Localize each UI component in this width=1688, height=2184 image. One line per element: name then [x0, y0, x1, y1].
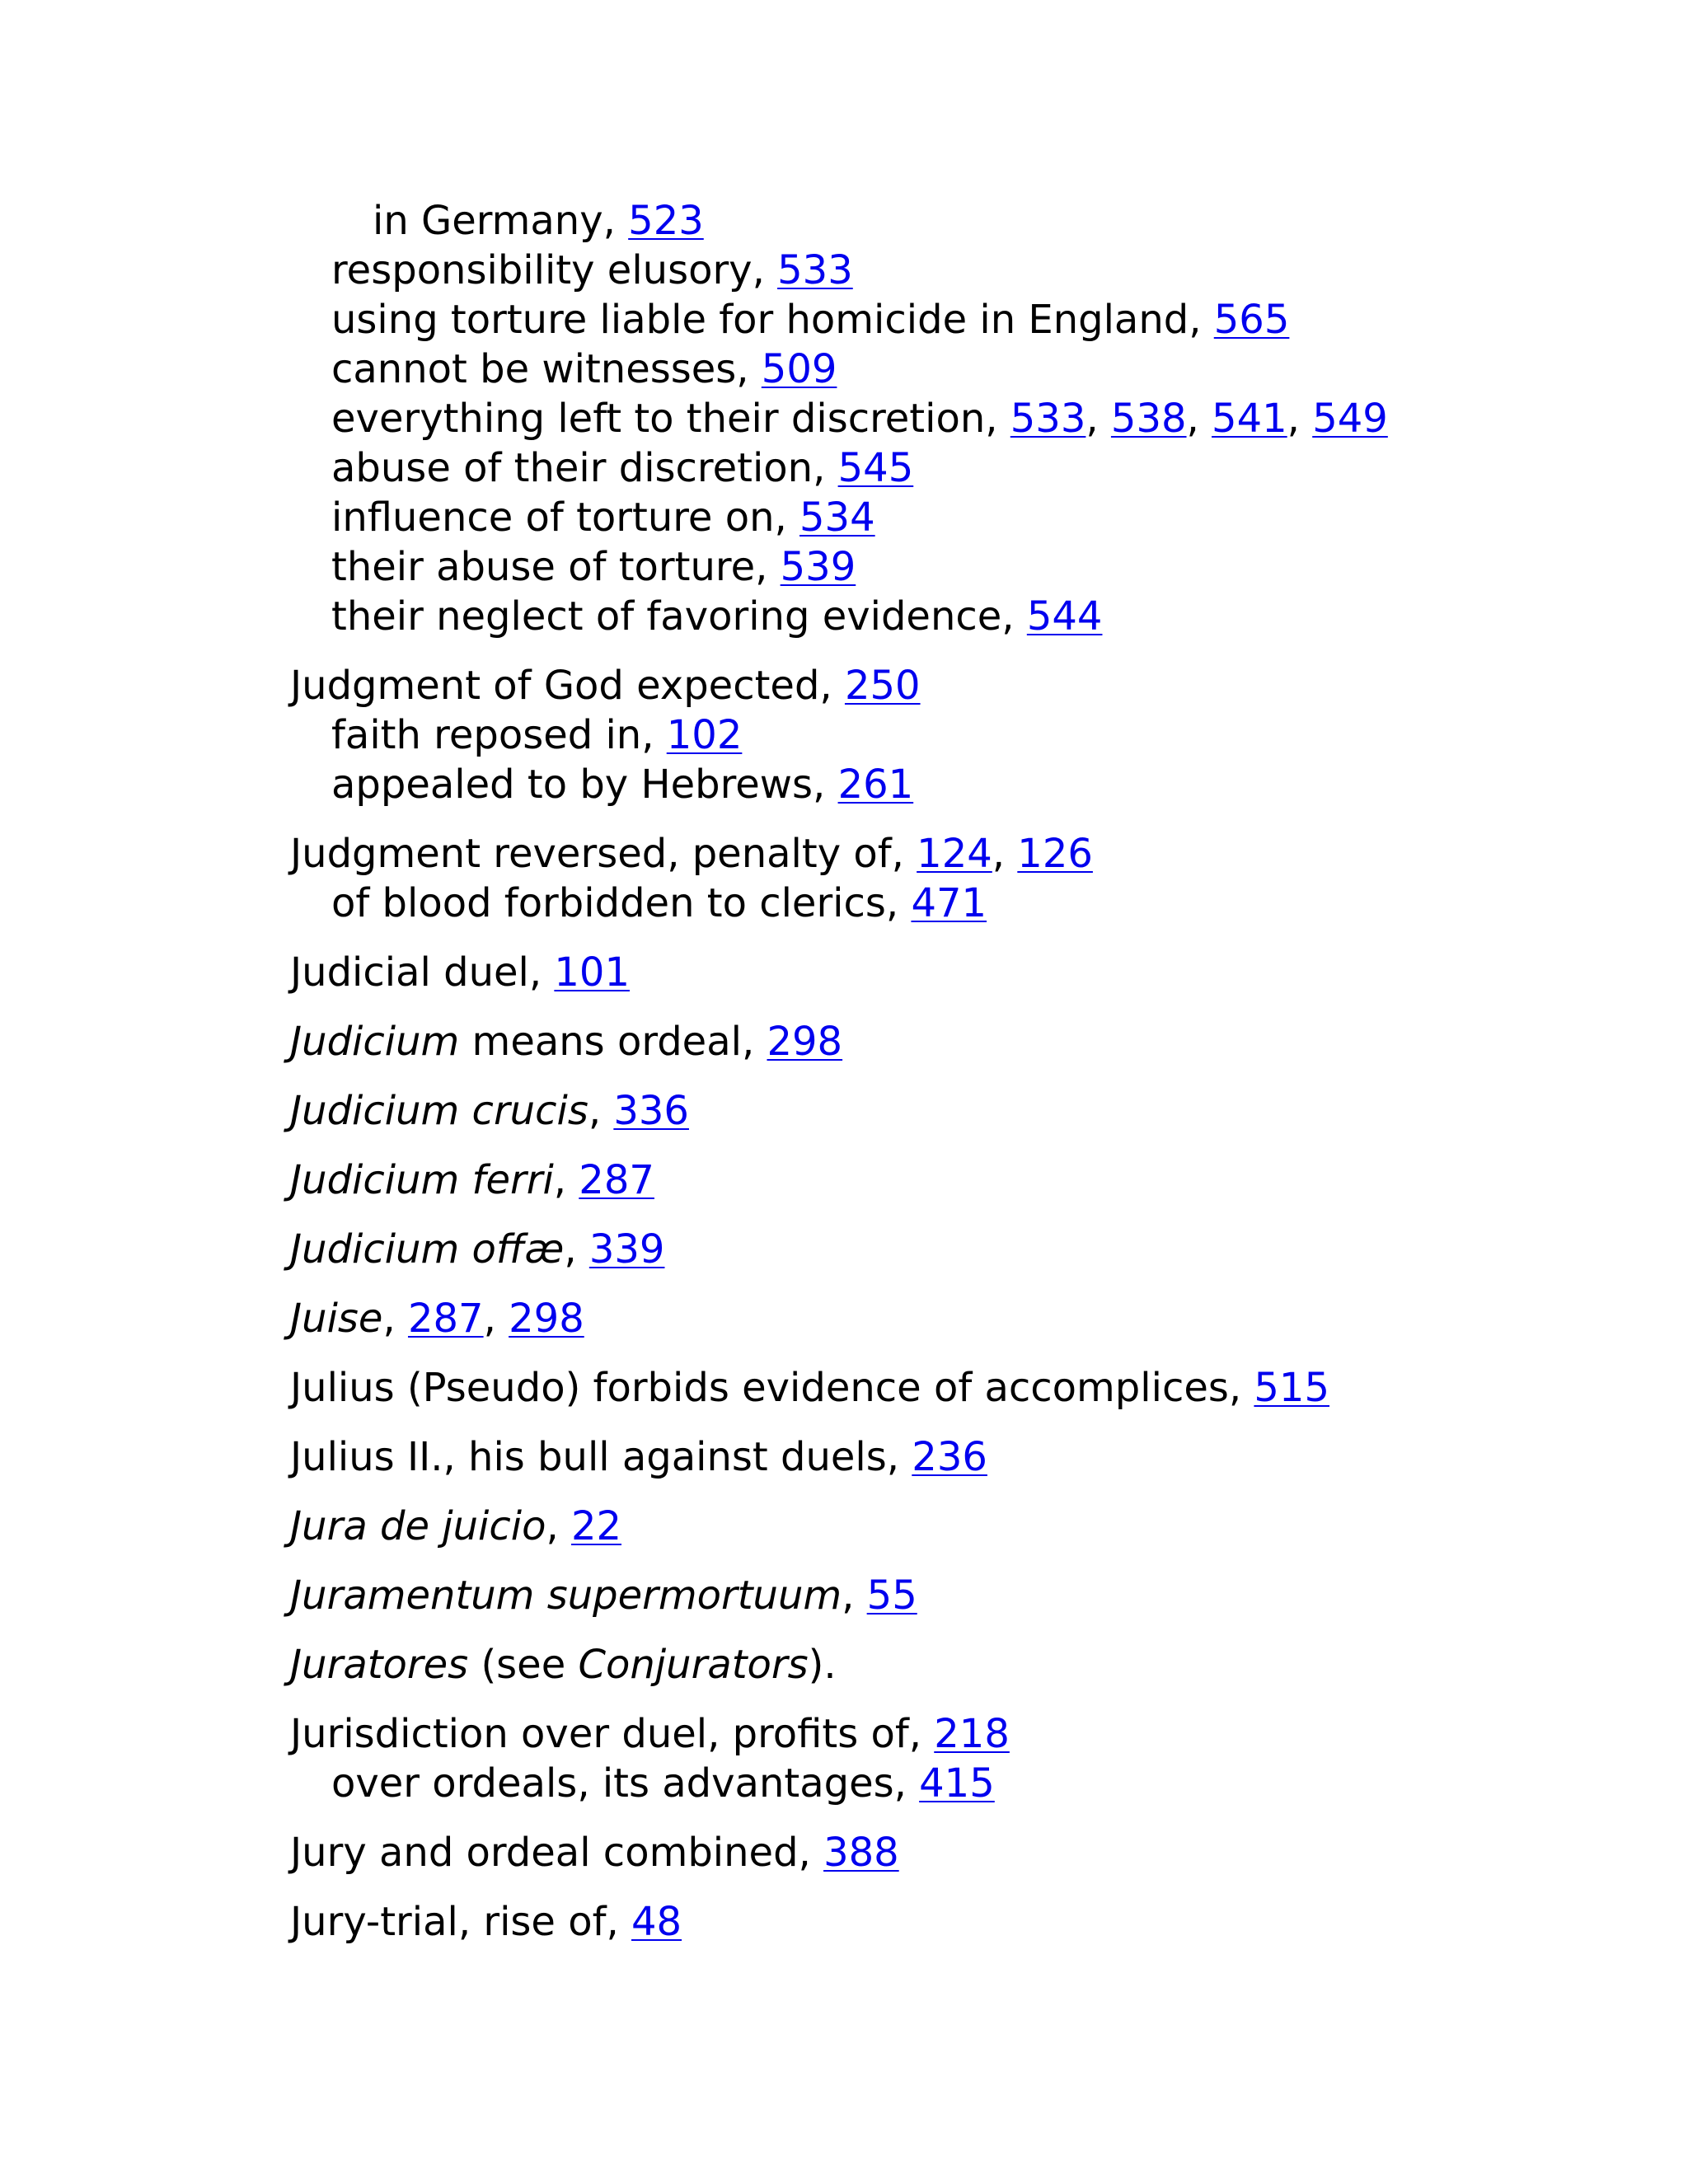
entry-term-italic: Juramentum supermortuum [290, 1572, 842, 1619]
index-entry-group [290, 829, 1642, 928]
index-entry [290, 1828, 1642, 1877]
page-link[interactable]: 218 [934, 1711, 1010, 1757]
index-entry-group [290, 1709, 1642, 1808]
entry-text: (see [468, 1642, 579, 1688]
page-link[interactable]: 250 [844, 663, 921, 709]
entry-text: in Germany, [373, 198, 629, 244]
page-link[interactable]: 261 [837, 762, 914, 808]
entry-text: appealed to by Hebrews, [331, 762, 838, 808]
entry-term-italic: Juise [290, 1296, 383, 1342]
entry-text: , [564, 1226, 589, 1272]
index-entry [290, 1155, 1642, 1205]
page-link[interactable]: 287 [407, 1296, 484, 1342]
index-entry-group [290, 196, 1642, 641]
index-subentry [290, 1759, 1642, 1808]
index-entry-group [290, 948, 1642, 997]
index-entry [290, 1086, 1642, 1136]
index-entry [290, 1640, 1642, 1690]
entry-text: Julius (Pseudo) forbids evidence of accomplices, [290, 1365, 1254, 1411]
entry-text: , [546, 1503, 571, 1549]
entry-text: Jurisdiction over duel, profits of, [290, 1711, 935, 1757]
index-subentry [290, 196, 1642, 246]
entry-text: influence of torture on, [331, 494, 800, 541]
page-link[interactable]: 565 [1213, 297, 1290, 343]
entry-text: ). [808, 1642, 837, 1688]
page-link[interactable]: 539 [780, 544, 856, 590]
entry-text: , [842, 1572, 867, 1619]
entry-text: their neglect of favoring evidence, [331, 593, 1027, 640]
index-subentry [290, 493, 1642, 542]
index-entry [290, 1017, 1642, 1066]
page-link[interactable]: 541 [1212, 396, 1287, 442]
page-link[interactable]: 523 [628, 198, 704, 244]
page-link[interactable]: 415 [919, 1760, 995, 1807]
index-entry [290, 1502, 1642, 1551]
entry-term-italic: Conjurators [578, 1642, 809, 1688]
index-subentry [290, 710, 1642, 760]
entry-text: of blood forbidden to clerics, [331, 880, 912, 926]
index-entry [290, 661, 1642, 710]
page-link[interactable]: 298 [767, 1019, 843, 1065]
index-entry-group [290, 1828, 1642, 1877]
page-link[interactable]: 55 [866, 1572, 917, 1619]
index-entry-group [290, 1225, 1642, 1274]
entry-text: over ordeals, its advantages, [331, 1760, 920, 1807]
page-link[interactable]: 471 [911, 880, 987, 926]
index-entry-group [290, 661, 1642, 809]
page-link[interactable]: 545 [837, 445, 914, 491]
index-entry [290, 1363, 1642, 1413]
page-link[interactable]: 287 [579, 1157, 654, 1203]
page-link[interactable]: 544 [1026, 593, 1103, 640]
entry-text: , [588, 1088, 614, 1134]
index-entry [290, 1432, 1642, 1482]
page-link[interactable]: 339 [588, 1226, 665, 1272]
entry-term-italic: Jura de juicio [290, 1503, 546, 1549]
entry-term-italic: Judicium ferri [290, 1157, 554, 1203]
entry-term-italic: Juratores [290, 1642, 469, 1688]
page-link[interactable]: 336 [613, 1088, 689, 1134]
entry-text: abuse of their discretion, [331, 445, 838, 491]
entry-text: everything left to their discretion, [331, 396, 1010, 442]
index-entry [290, 948, 1642, 997]
page-link[interactable]: 101 [554, 949, 631, 996]
index-entry-group [290, 1363, 1642, 1413]
index-subentry [290, 542, 1642, 592]
page-link[interactable]: 534 [799, 494, 875, 541]
entry-text: using torture liable for homicide in England, [331, 297, 1214, 343]
index-entry-group [290, 1294, 1642, 1343]
page-link[interactable]: 236 [912, 1434, 987, 1480]
page-link[interactable]: 549 [1312, 396, 1388, 442]
entry-text: Judgment of God expected, [290, 663, 845, 709]
page-link[interactable]: 48 [631, 1899, 682, 1945]
index-entry-group [290, 1086, 1642, 1136]
index-entry-group [290, 1017, 1642, 1066]
index-page [290, 196, 1642, 1966]
index-entry-group [290, 1432, 1642, 1482]
entry-text: , [382, 1296, 408, 1342]
entry-text: Judicial duel, [290, 949, 555, 996]
index-entry [290, 829, 1642, 879]
entry-text: Jury and ordeal combined, [290, 1830, 824, 1876]
page-link[interactable]: 538 [1110, 396, 1187, 442]
index-entry-group [290, 1640, 1642, 1690]
index-subentry [290, 394, 1642, 443]
index-entry-group [290, 1897, 1642, 1947]
page-link[interactable]: 533 [1010, 396, 1086, 442]
entry-term-italic: Judicium [290, 1019, 460, 1065]
index-subentry [290, 760, 1642, 809]
page-link[interactable]: 102 [666, 712, 743, 758]
entry-text: Judgment reversed, penalty of, [290, 831, 917, 877]
entry-text: , [483, 1296, 509, 1342]
index-subentry [290, 592, 1642, 641]
entry-text: , [992, 831, 1018, 877]
entry-text: means ordeal, [459, 1019, 767, 1065]
page-link[interactable]: 124 [917, 831, 992, 877]
index-subentry [290, 879, 1642, 928]
index-entry-group [290, 1155, 1642, 1205]
index-entry [290, 1571, 1642, 1620]
entry-text: Jury-trial, rise of, [290, 1899, 631, 1945]
entry-text: , [1287, 396, 1313, 442]
index-entry [290, 1709, 1642, 1759]
page-link[interactable]: 533 [777, 247, 853, 293]
page-link[interactable]: 509 [761, 346, 837, 392]
entry-term-italic: Judicium offæ [290, 1226, 565, 1272]
page-link[interactable]: 515 [1254, 1365, 1330, 1411]
page-link[interactable]: 22 [570, 1503, 622, 1549]
index-entry [290, 1294, 1642, 1343]
entry-text: responsibility elusory, [331, 247, 778, 293]
index-subentry [290, 344, 1642, 394]
entry-text: , [553, 1157, 579, 1203]
index-entry-group [290, 1502, 1642, 1551]
index-subentry [290, 443, 1642, 493]
index-subentry [290, 295, 1642, 344]
entry-text: cannot be witnesses, [331, 346, 762, 392]
entry-text: faith reposed in, [331, 712, 667, 758]
index-subentry [290, 246, 1642, 295]
index-entry-group [290, 1571, 1642, 1620]
page-link[interactable]: 126 [1017, 831, 1093, 877]
entry-text: Julius II., his bull against duels, [290, 1434, 912, 1480]
entry-text: , [1085, 396, 1111, 442]
entry-term-italic: Judicium crucis [290, 1088, 588, 1134]
index-entry [290, 1225, 1642, 1274]
entry-text: their abuse of torture, [331, 544, 781, 590]
entry-text: , [1186, 396, 1212, 442]
page-link[interactable]: 298 [509, 1296, 584, 1342]
index-entry [290, 1897, 1642, 1947]
page-link[interactable]: 388 [823, 1830, 899, 1876]
